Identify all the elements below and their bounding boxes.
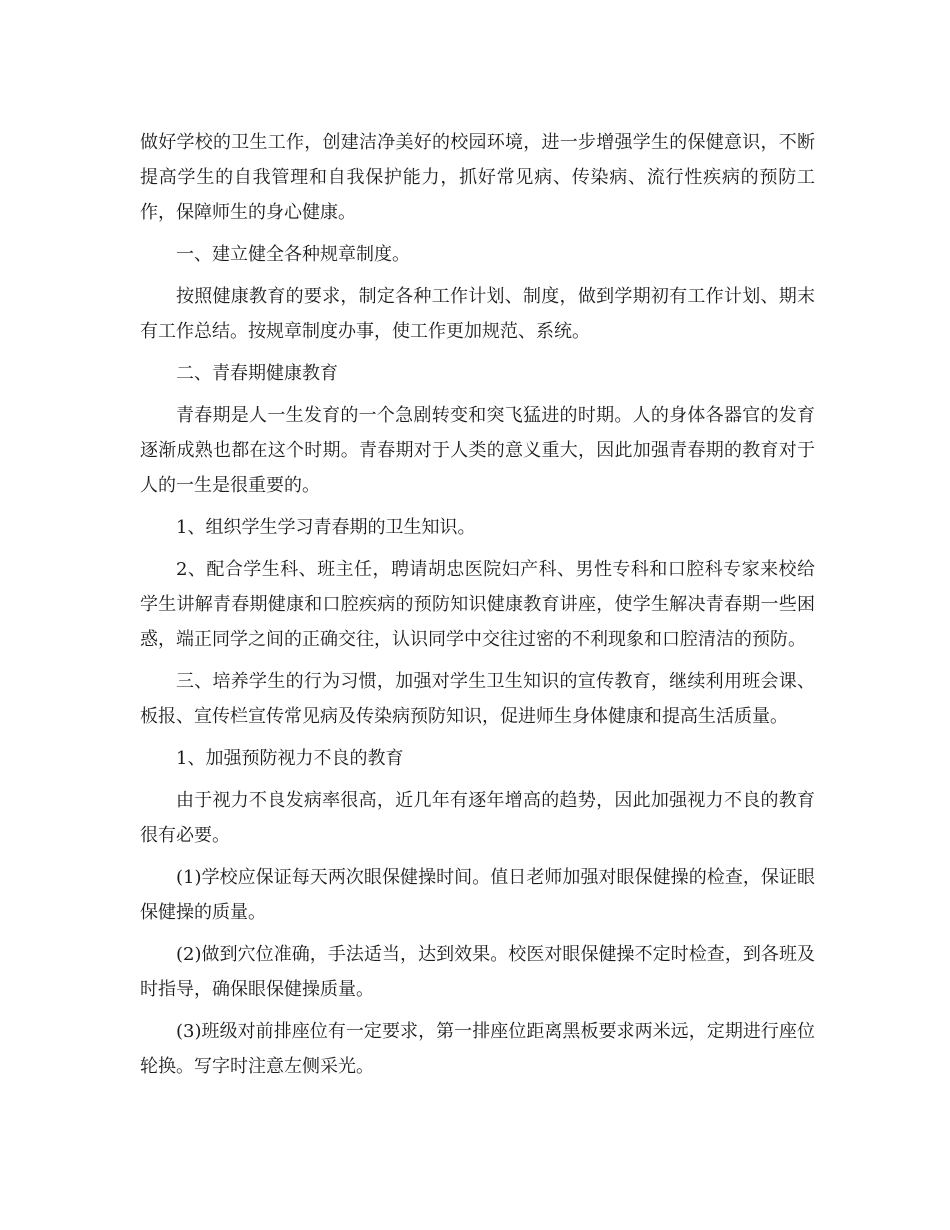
section-heading-2: 二、青春期健康教育 xyxy=(176,363,338,384)
list-item-puberty-1: 1、组织学生学习青春期的卫生知识。 xyxy=(176,517,476,538)
paragraph-rules: 按照健康教育的要求，制定各种工作计划、制度，做到学期初有工作计划、期末有工作总结。按规章制度办事，使工作更加规范、系统。 xyxy=(140,286,815,342)
paragraph-puberty: 青春期是人一生发育的一个急剧转变和突飞猛进的时期。人的身体各器官的发育逐渐成熟也都在这个时期。青春期对于人类的意义重大，因此加强青春期的教育对于人的一生是很重要的。 xyxy=(140,405,815,496)
list-item-vision-heading: 1、加强预防视力不良的教育 xyxy=(176,748,404,769)
list-item-puberty-2: 2、配合学生科、班主任，聘请胡忠医院妇产科、男性专科和口腔科专家来校给学生讲解青春期健康和口腔疾病的预防知识健康教育讲座，使学生解决青春期一些困惑，端正同学之间的正确交往，认识同学中交往过密的不利现象和口腔清洁的预防。 xyxy=(140,559,815,650)
list-item-vision-2: (2)做到穴位准确，手法适当，达到效果。校医对眼保健操不定时检查，到各班及时指导，确保眼保健操质量。 xyxy=(140,944,815,1000)
paragraph-vision: 由于视力不良发病率很高，近几年有逐年增高的趋势，因此加强视力不良的教育很有必要。 xyxy=(140,790,815,846)
document-body xyxy=(140,125,815,1091)
paragraph-intro: 做好学校的卫生工作，创建洁净美好的校园环境，进一步增强学生的保健意识，不断提高学生的自我管理和自我保护能力，抓好常见病、传染病、流行性疾病的预防工作，保障师生的身心健康。 xyxy=(140,132,815,223)
list-item-vision-1: (1)学校应保证每天两次眼保健操时间。值日老师加强对眼保健操的检查，保证眼保健操的质量。 xyxy=(140,867,815,923)
section-heading-3: 三、培养学生的行为习惯，加强对学生卫生知识的宣传教育，继续利用班会课、板报、宣传栏宣传常见病及传染病预防知识，促进师生身体健康和提高生活质量。 xyxy=(140,671,815,727)
section-heading-1: 一、建立健全各种规章制度。 xyxy=(176,244,410,265)
list-item-vision-3: (3)班级对前排座位有一定要求，第一排座位距离黑板要求两米远，定期进行座位轮换。写字时注意左侧采光。 xyxy=(140,1021,815,1077)
